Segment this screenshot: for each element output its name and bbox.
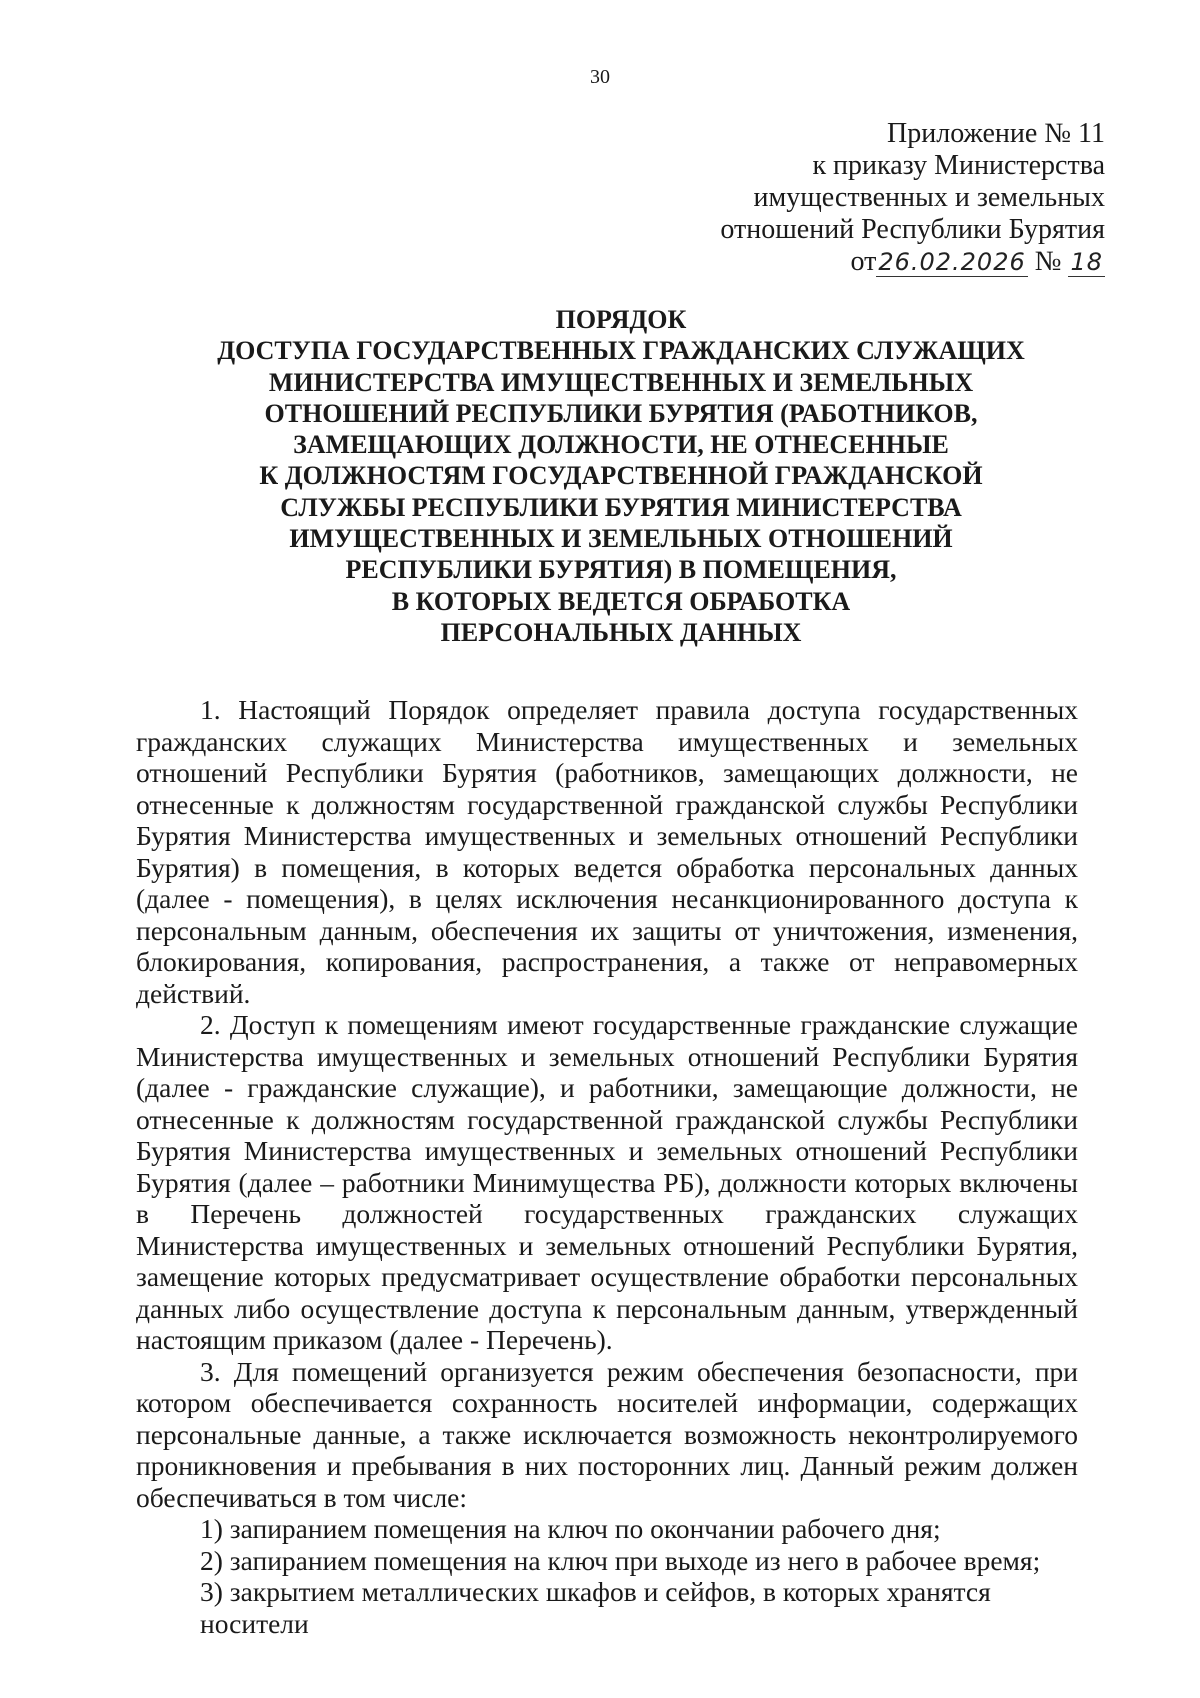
list-item: 2) запиранием помещения на ключ при выходе из него в рабочее время; xyxy=(200,1544,1041,1576)
handwritten-date: 26.02.2026 xyxy=(878,248,1026,276)
title-line: ИМУЩЕСТВЕННЫХ И ЗЕМЕЛЬНЫХ ОТНОШЕНИЙ xyxy=(289,524,953,554)
title-line: ОТНОШЕНИЙ РЕСПУБЛИКИ БУРЯТИЯ (РАБОТНИКОВ, xyxy=(264,398,978,428)
appendix-date-line xyxy=(850,246,1105,278)
paragraph-2: 2. Доступ к помещениям имеют государственные гражданские служащие Министерства имущественных и земельных отношений Республики Бурятия (далее - гражданские служащие), и работники, замещающие должности, не отнесенные к должностям государственной гражданской службы Республики Бурятия Министерства имущественных и земельных отношений Республики Бурятия (далее – работники Минимущества РБ), должности которых включены в Перечень должностей государственных гражданских служащих Министерства имущественных и земельных отношений Республики Бурятия, замещение которых предусматривает осуществление обработки персональных данных либо осуществление доступа к персональным данным, утвержденный настоящим приказом (далее - Перечень). xyxy=(136,1009,1078,1355)
appendix-line: к приказу Министерства xyxy=(812,150,1105,181)
document-title xyxy=(150,304,1092,648)
list-item: 3) закрытием металлических шкафов и сейфов, в которых хранятся носители xyxy=(200,1576,991,1639)
title-line: ДОСТУПА ГОСУДАРСТВЕННЫХ ГРАЖДАНСКИХ СЛУЖАЩИХ xyxy=(217,336,1025,366)
appendix-header xyxy=(720,118,1105,278)
title-line: К ДОЛЖНОСТЯМ ГОСУДАРСТВЕННОЙ ГРАЖДАНСКОЙ xyxy=(259,461,983,491)
title-line: СЛУЖБЫ РЕСПУБЛИКИ БУРЯТИЯ МИНИСТЕРСТВА xyxy=(280,492,962,522)
number-prefix: № xyxy=(1034,246,1062,277)
appendix-line: имущественных и земельных xyxy=(753,182,1105,213)
appendix-line: отношений Республики Бурятия xyxy=(720,214,1105,245)
title-line: ПЕРСОНАЛЬНЫХ ДАННЫХ xyxy=(440,617,802,647)
title-line: ПОРЯДОК xyxy=(555,305,687,334)
page-number: 30 xyxy=(590,66,610,88)
appendix-line: Приложение № 11 xyxy=(887,118,1105,149)
title-line: В КОТОРЫХ ВЕДЕТСЯ ОБРАБОТКА xyxy=(391,586,851,616)
title-line: ЗАМЕЩАЮЩИХ ДОЛЖНОСТИ, НЕ ОТНЕСЕННЫЕ xyxy=(293,430,949,460)
document-body xyxy=(136,694,1078,1639)
paragraph-1: 1. Настоящий Порядок определяет правила доступа государственных гражданских служащих Министерства имущественных и земельных отношений Республики Бурятия (работников, замещающих должности, не отнесенные к должностям государственной гражданской службы Республики Бурятия Министерства имущественных и земельных отношений Республики Бурятия) в помещения, в которых ведется обработка персональных данных (далее - помещения), в целях исключения несанкционированного доступа к персональным данным, обеспечения их защиты от уничтожения, изменения, блокирования, копирования, распространения, а также от неправомерных действий. xyxy=(136,694,1078,1009)
date-prefix: от xyxy=(850,246,877,277)
handwritten-number: 18 xyxy=(1070,248,1103,276)
title-line: МИНИСТЕРСТВА ИМУЩЕСТВЕННЫХ И ЗЕМЕЛЬНЫХ xyxy=(268,367,974,397)
list-item: 1) запиранием помещения на ключ по окончании рабочего дня; xyxy=(200,1513,941,1544)
title-line: РЕСПУБЛИКИ БУРЯТИЯ) В ПОМЕЩЕНИЯ, xyxy=(345,555,897,585)
paragraph-3: 3. Для помещений организуется режим обеспечения безопасности, при котором обеспечивается сохранность носителей информации, содержащих персональные данные, а также исключается возможность неконтролируемого проникновения и пребывания в них посторонних лиц. Данный режим должен обеспечиваться в том числе: xyxy=(136,1355,1078,1513)
